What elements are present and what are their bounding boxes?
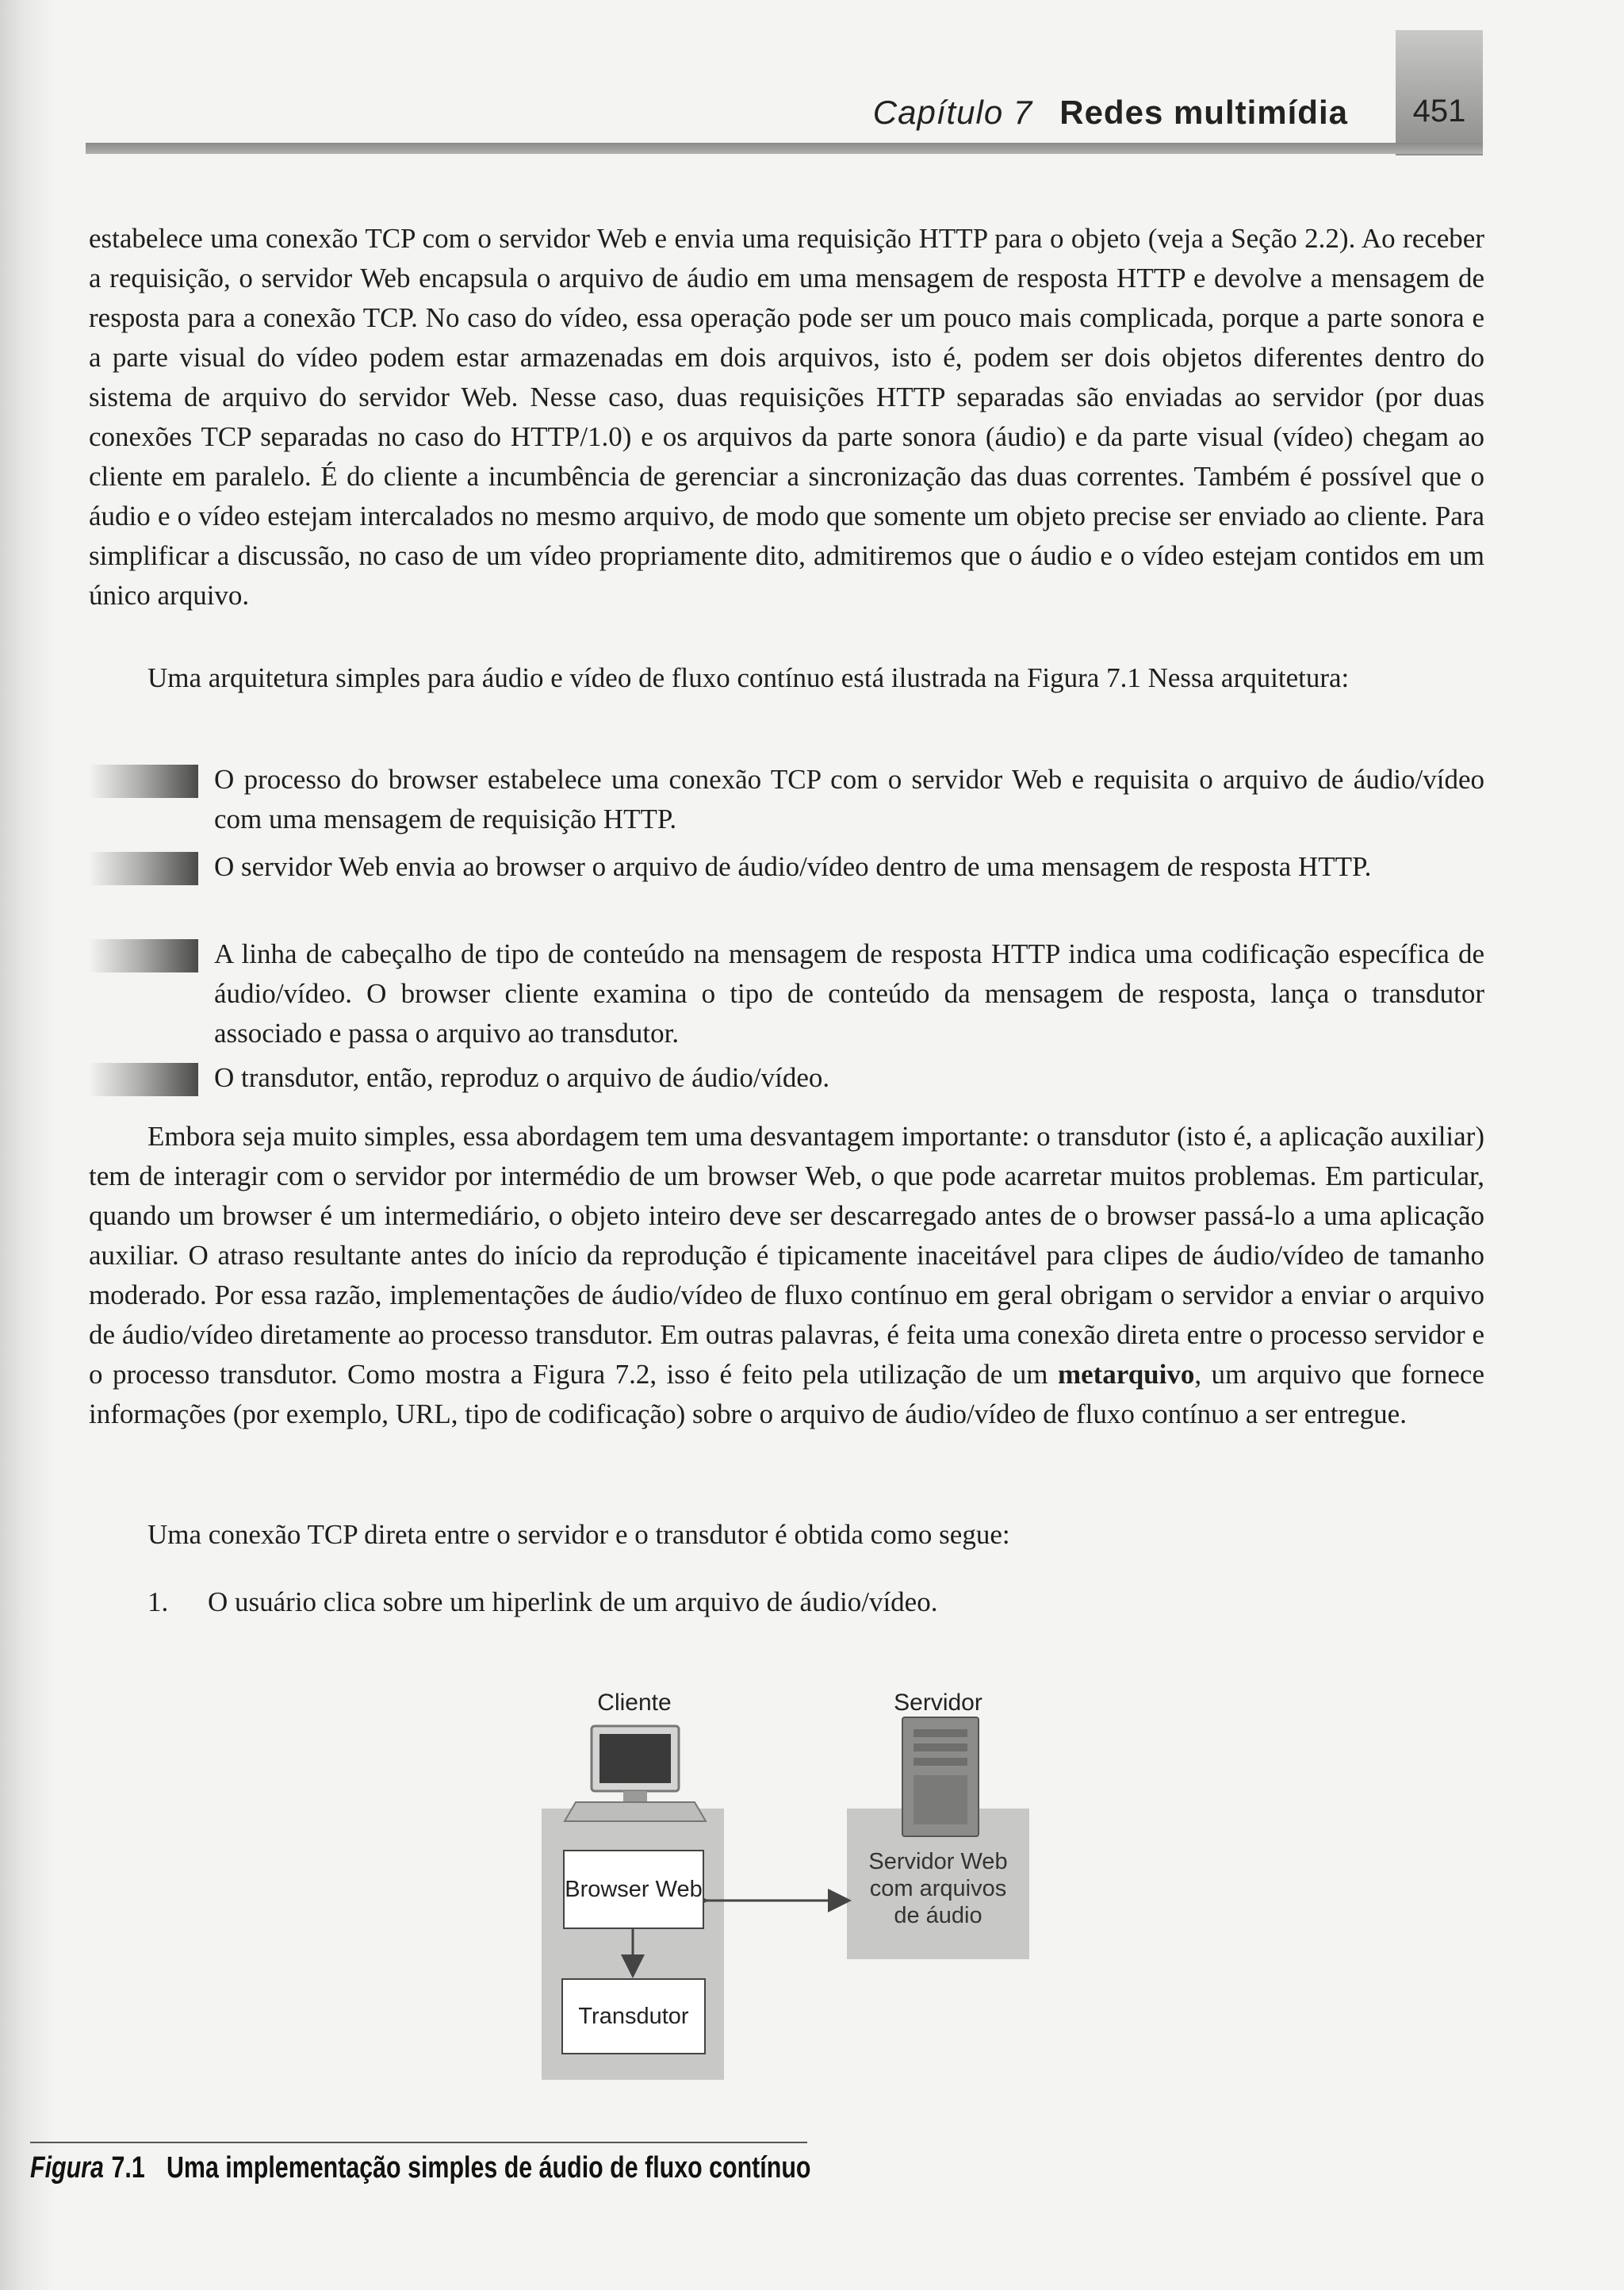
paragraph-3-part-1: Embora seja muito simples, essa abordagem tem uma desvantagem importante: o transdutor (isto é, a aplicação auxiliar) tem de interagir com o servidor por intermédio de um browser Web, o que pode acarretar muitos problemas. Em particular, quando um browser é um intermediário, o objeto inteiro deve ser descarregado antes de o browser passá-lo a uma aplicação auxiliar. O atraso resultante antes do início da reprodução é tipicamente inaceitável para clipes de áudio/vídeo de tamanho moderado. Por essa razão, implementações de áudio/vídeo de fluxo contínuo em geral obrigam o servidor a enviar o arquivo de áudio/vídeo diretamente ao processo transdutor. Em outras palavras, é feita uma conexão direta entre o processo servidor e o processo transdutor. Como mostra a Figura 7.2, isso é feito pela utilização de um <box>89 1121 1484 1390</box>
term-metarquivo: metarquivo <box>1057 1359 1195 1390</box>
server-tower-icon <box>902 1717 979 1836</box>
bullet-text: O processo do browser estabelece uma conexão TCP com o servidor Web e requisita o arquivo de áudio/vídeo com uma mensagem de requisição HTTP. <box>214 764 1484 834</box>
browser-box: Browser Web <box>563 1850 704 1929</box>
bullet-text: O transdutor, então, reproduz o arquivo de áudio/vídeo. <box>214 1062 830 1093</box>
caption-text: Uma implementação simples de áudio de fluxo contínuo <box>166 2151 811 2185</box>
caption-word: Figura <box>30 2151 104 2185</box>
paragraph-2: Uma arquitetura simples para áudio e vídeo de fluxo contínuo está ilustrada na Figura 7.1 Nessa arquitetura: <box>147 662 1350 693</box>
chapter-label: Capítulo 7 <box>872 94 1033 131</box>
server-box-line: de áudio <box>894 1903 982 1928</box>
section-label: Redes multimídia <box>1059 94 1348 131</box>
client-label: Cliente <box>597 1690 672 1716</box>
server-box-line: com arquivos <box>869 1876 1007 1901</box>
paragraph-1: estabelece uma conexão TCP com o servidor Web e envia uma requisição HTTP para o objeto (veja a Seção 2.2). Ao receber a requisição, o servidor Web encapsula o arquivo de áudio em uma mensagem de resposta HTTP e devolve a mensagem de resposta para a conexão TCP. No caso do vídeo, essa operação pode ser um pouco mais complicada, porque a parte sonora e a parte visual do vídeo podem estar armazenadas em dois arquivos, isto é, podem ser dois objetos diferentes dentro do sistema de arquivo do servidor Web. Nesse caso, duas requisições HTTP separadas são enviadas ao servidor (por duas conexões TCP separadas no caso do HTTP/1.0) e os arquivos da parte sonora (áudio) e da parte visual (vídeo) chegam ao cliente em paralelo. É do cliente a incumbência de gerenciar a sincronização das duas correntes. Também é possível que o áudio e o vídeo estejam intercalados no mesmo arquivo, de modo que somente um objeto precise ser enviado ao cliente. Para simplificar a discussão, no caso de um vídeo propriamente dito, admitiremos que o áudio e o vídeo estejam contidos em um único arquivo. <box>89 223 1484 611</box>
server-web-box <box>847 1848 1029 1929</box>
bullet-text: O servidor Web envia ao browser o arquivo de áudio/vídeo dentro de uma mensagem de resposta HTTP. <box>214 851 1372 882</box>
computer-icon <box>565 1726 706 1821</box>
figure-caption <box>30 2151 810 2185</box>
caption-rule <box>30 2142 807 2143</box>
step-text: O usuário clica sobre um hiperlink de um arquivo de áudio/vídeo. <box>208 1586 938 1617</box>
server-label: Servidor <box>894 1690 982 1716</box>
step-number: 1. <box>147 1586 169 1617</box>
transducer-box: Transdutor <box>561 1978 706 2054</box>
paragraph-4: Uma conexão TCP direta entre o servidor e o transdutor é obtida como segue: <box>147 1519 1010 1550</box>
caption-number: 7.1 <box>111 2151 145 2185</box>
bullet-text: A linha de cabeçalho de tipo de conteúdo na mensagem de resposta HTTP indica uma codificação específica de áudio/vídeo. O browser cliente examina o tipo de conteúdo da mensagem de resposta, lança o transdutor associado e passa o arquivo ao transdutor. <box>214 938 1484 1049</box>
server-box-line: Servidor Web <box>868 1849 1008 1874</box>
paragraph-3-part-2: , um arquivo que fornece informações (por exemplo, URL, tipo de codificação) sobre o arquivo de áudio/vídeo de fluxo contínuo a ser entregue. <box>89 1359 1485 1429</box>
page-number: 451 <box>1412 94 1466 129</box>
